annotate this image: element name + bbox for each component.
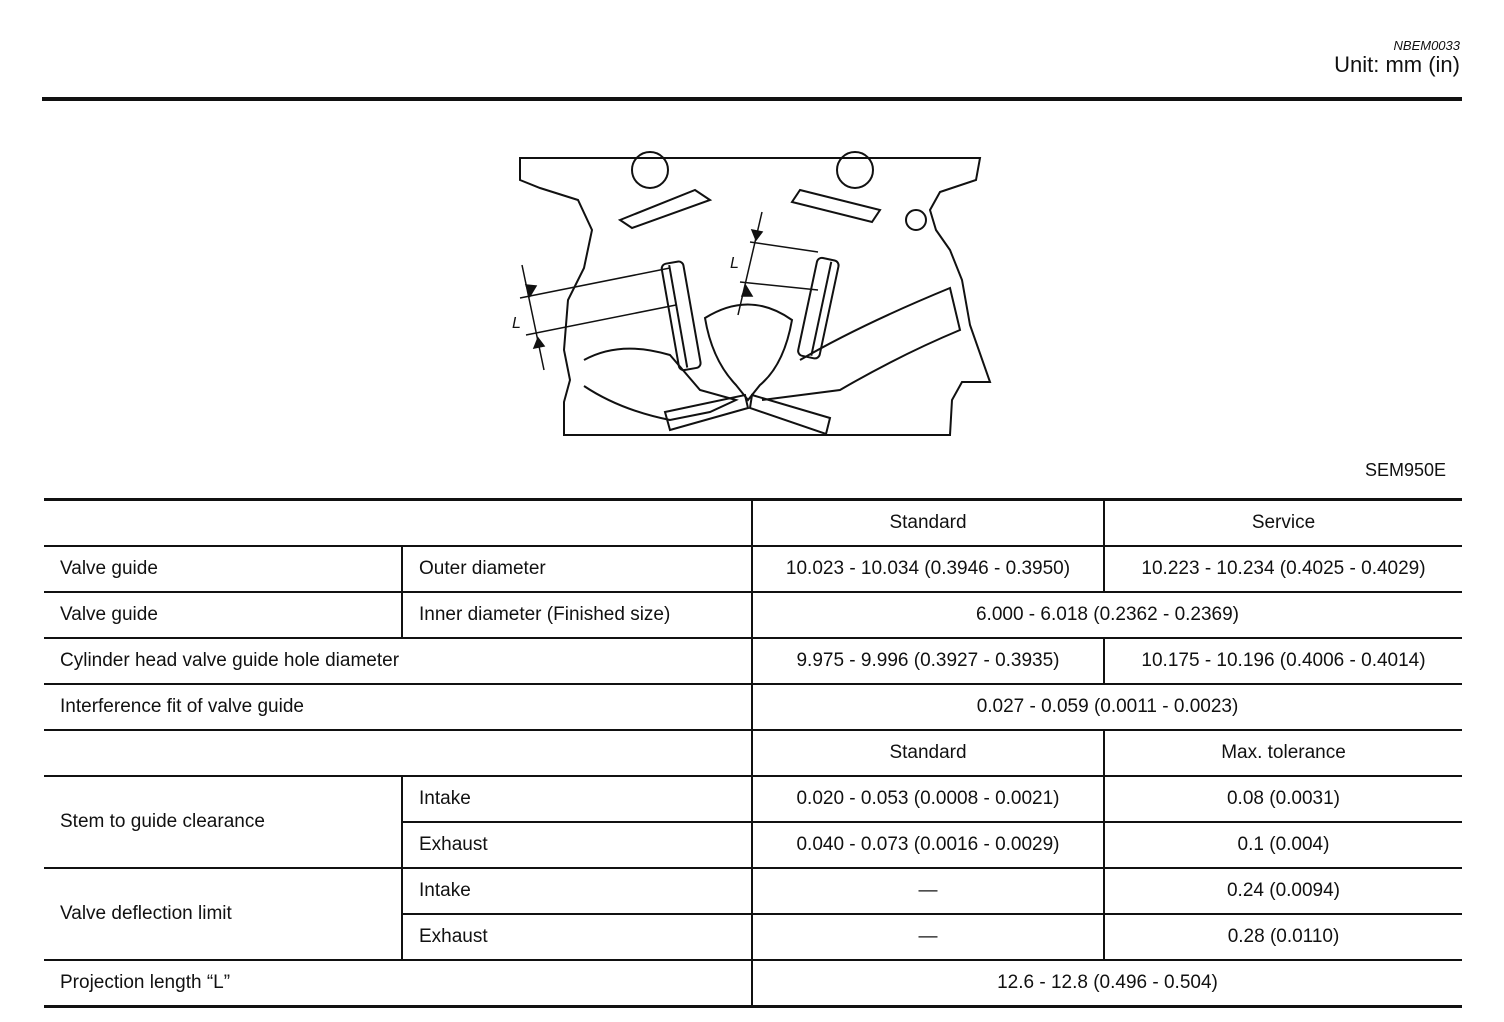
row-label: Projection length “L”	[44, 960, 752, 1007]
row-sub-label: Inner diameter (Finished size)	[402, 592, 752, 638]
center-dimension	[730, 212, 818, 315]
merged-value: 6.000 - 6.018 (0.2362 - 0.2369)	[752, 592, 1462, 638]
doc-code: NBEM0033	[1393, 38, 1460, 53]
upper-rails	[620, 190, 880, 228]
standard-value: 9.975 - 9.996 (0.3927 - 0.3935)	[752, 638, 1104, 684]
row-sub-label: Intake	[402, 776, 752, 822]
figure-code: SEM950E	[1364, 460, 1446, 480]
row-label: Valve guide	[44, 546, 402, 592]
row-label: Valve guide	[44, 592, 402, 638]
header-blank	[44, 730, 752, 776]
row-sub-label: Intake	[402, 868, 752, 914]
standard-value: —	[752, 868, 1104, 914]
col-standard-header: Standard	[752, 500, 1104, 547]
port-right	[762, 288, 960, 400]
merged-value: 0.027 - 0.059 (0.0011 - 0.0023)	[752, 684, 1462, 730]
standard-value: 0.040 - 0.073 (0.0016 - 0.0029)	[752, 822, 1104, 868]
row-sub-label: Outer diameter	[402, 546, 752, 592]
service-value: 10.223 - 10.234 (0.4025 - 0.4029)	[1104, 546, 1462, 592]
max-tolerance-value: 0.28 (0.0110)	[1104, 914, 1462, 960]
cylinder-head-diagram	[500, 150, 1000, 445]
standard-value: 10.023 - 10.034 (0.3946 - 0.3950)	[752, 546, 1104, 592]
row-sub-label: Exhaust	[402, 822, 752, 868]
row-label: Valve deflection limit	[44, 868, 402, 960]
seat-right	[750, 395, 830, 434]
max-tolerance-value: 0.1 (0.004)	[1104, 822, 1462, 868]
table-row	[44, 546, 1462, 592]
row-label: Cylinder head valve guide hole diameter	[44, 638, 752, 684]
col-standard-header: Standard	[752, 730, 1104, 776]
row-sub-label: Exhaust	[402, 914, 752, 960]
max-tolerance-value: 0.08 (0.0031)	[1104, 776, 1462, 822]
row-label: Stem to guide clearance	[44, 776, 402, 868]
header-row-service	[44, 500, 1462, 547]
casting-outline	[520, 158, 990, 435]
header-row-tolerance	[44, 730, 1462, 776]
label-l-left: L	[512, 315, 521, 332]
header-blank	[44, 500, 752, 547]
max-tolerance-value: 0.24 (0.0094)	[1104, 868, 1462, 914]
port-left	[584, 349, 736, 420]
standard-value: —	[752, 914, 1104, 960]
unit-label: Unit: mm (in)	[1334, 52, 1460, 77]
right-valve-guide	[797, 257, 839, 359]
table-row	[44, 960, 1462, 1007]
table-row	[44, 868, 1462, 914]
table-row	[44, 638, 1462, 684]
port-center	[705, 304, 792, 400]
standard-value: 0.020 - 0.053 (0.0008 - 0.0021)	[752, 776, 1104, 822]
label-l-center: L	[730, 255, 739, 272]
table-row	[44, 684, 1462, 730]
col-max-tolerance-header: Max. tolerance	[1104, 730, 1462, 776]
top-rule	[42, 97, 1462, 101]
row-label: Interference fit of valve guide	[44, 684, 752, 730]
spec-table	[44, 498, 1462, 1008]
merged-value: 12.6 - 12.8 (0.496 - 0.504)	[752, 960, 1462, 1007]
table-row	[44, 592, 1462, 638]
col-service-header: Service	[1104, 500, 1462, 547]
bolt-hole	[906, 210, 926, 230]
service-value: 10.175 - 10.196 (0.4006 - 0.4014)	[1104, 638, 1462, 684]
table-row	[44, 776, 1462, 822]
